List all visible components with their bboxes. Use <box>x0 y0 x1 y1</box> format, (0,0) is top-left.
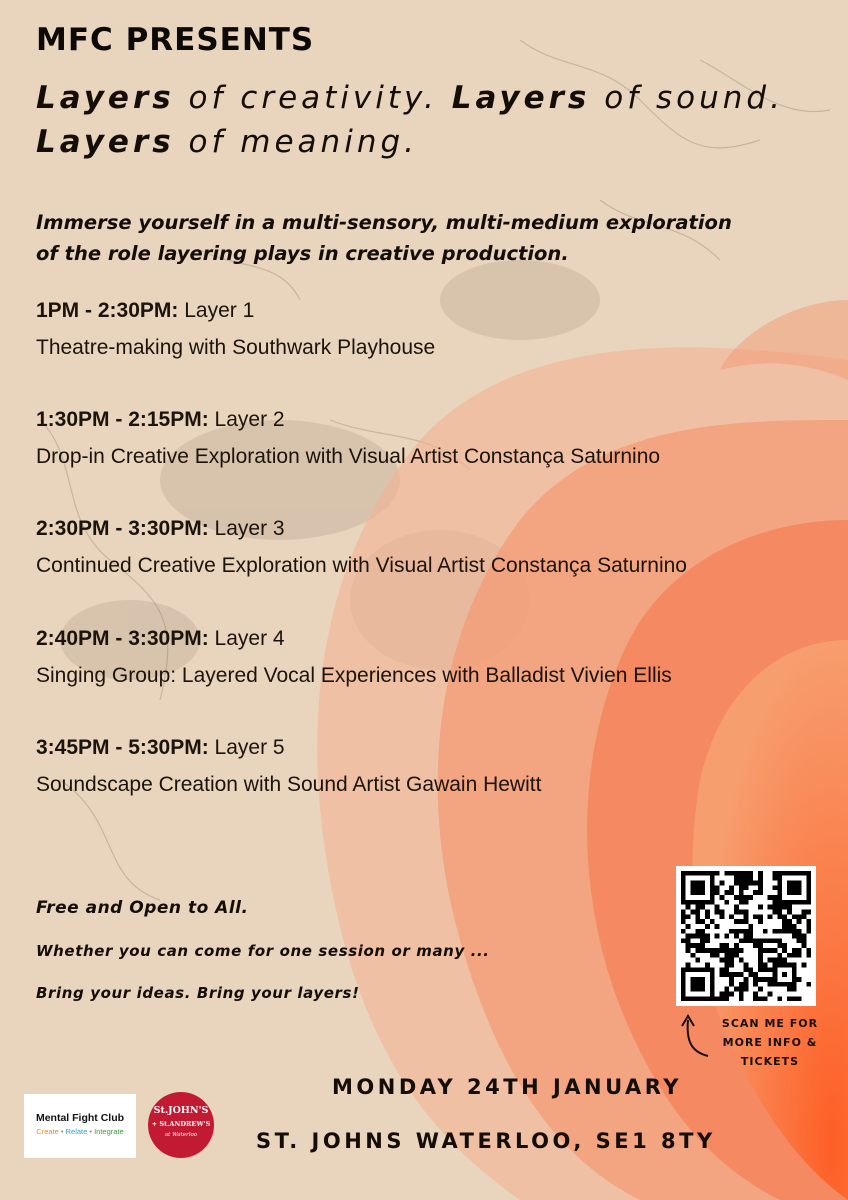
headline-word-2: Layers <box>451 80 591 116</box>
sj-logo-line-2: + St.ANDREW'S <box>151 1120 211 1128</box>
mfc-tag-sep-1: • <box>58 1127 66 1136</box>
mfc-tag-relate: Relate <box>65 1127 88 1136</box>
free-open-text: Free and Open to All. <box>36 898 249 918</box>
schedule-description: Soundscape Creation with Sound Artist Gawain Hewitt <box>36 773 542 796</box>
schedule-time: 3:45PM - 5:30PM: <box>36 736 209 759</box>
headline <box>36 76 836 164</box>
headline-text-3: of meaning. <box>174 124 418 160</box>
schedule-layer: Layer 5 <box>208 736 285 759</box>
schedule-layer: Layer 3 <box>208 517 285 540</box>
sj-logo-line-1: St.JOHN'S <box>153 1105 209 1116</box>
event-venue: ST. JOHNS WATERLOO, SE1 8TY <box>256 1129 716 1153</box>
headline-text-1: of creativity. <box>174 80 452 116</box>
schedule-item <box>36 620 836 694</box>
scan-line-2: MORE INFO & <box>722 1036 818 1049</box>
schedule-description: Drop-in Creative Exploration with Visual Artist Constança Saturnino <box>36 445 661 468</box>
schedule-time: 1:30PM - 2:15PM: <box>36 408 209 431</box>
schedule-time: 2:30PM - 3:30PM: <box>36 517 209 540</box>
schedule-layer: Layer 2 <box>208 408 285 431</box>
sessions-text: Whether you can come for one session or many ... <box>36 942 490 960</box>
mfc-logo-tagline <box>24 1127 136 1136</box>
mfc-tag-integrate: Integrate <box>94 1127 124 1136</box>
schedule-description: Singing Group: Layered Vocal Experiences with Balladist Vivien Ellis <box>36 664 672 687</box>
scan-line-3: TICKETS <box>740 1055 800 1068</box>
schedule-heading <box>36 401 836 438</box>
scan-line-1: SCAN ME FOR <box>721 1017 819 1030</box>
qr-code[interactable] <box>676 866 816 1006</box>
mfc-tag-create: Create <box>36 1127 59 1136</box>
schedule-time: 2:40PM - 3:30PM: <box>36 627 209 650</box>
schedule-heading <box>36 292 836 329</box>
bring-ideas-text: Bring your ideas. Bring your layers! <box>36 984 360 1002</box>
st-johns-logo <box>148 1092 214 1158</box>
headline-word-3: Layers <box>36 124 175 160</box>
schedule-item <box>36 292 836 366</box>
schedule-layer: Layer 1 <box>178 299 255 322</box>
headline-text-2: of sound. <box>590 80 784 116</box>
schedule-layer: Layer 4 <box>208 627 285 650</box>
event-date: MONDAY 24TH JANUARY <box>332 1075 682 1099</box>
sj-logo-line-3: at Waterloo <box>164 1132 198 1138</box>
headline-word-1: Layers <box>36 80 175 116</box>
schedule-time: 1PM - 2:30PM: <box>36 299 179 322</box>
presents-title: MFC PRESENTS <box>36 22 315 58</box>
mfc-logo-name: Mental Fight Club <box>35 1112 125 1124</box>
schedule-description: Continued Creative Exploration with Visual Artist Constança Saturnino <box>36 554 687 577</box>
schedule-item <box>36 401 836 475</box>
intro-line-1: Immerse yourself in a multi-sensory, multi-medium exploration <box>36 211 732 234</box>
intro-line-2: of the role layering plays in creative production. <box>36 242 569 265</box>
schedule-item <box>36 510 836 584</box>
mfc-tag-sep-2: • <box>87 1127 95 1136</box>
mental-fight-club-logo <box>24 1094 136 1158</box>
schedule-item <box>36 729 836 803</box>
schedule-heading <box>36 510 836 547</box>
intro-text <box>36 207 816 269</box>
scan-me-label <box>700 1014 840 1071</box>
schedule-heading <box>36 729 836 766</box>
schedule-description: Theatre-making with Southwark Playhouse <box>36 336 436 359</box>
schedule-heading <box>36 620 836 657</box>
